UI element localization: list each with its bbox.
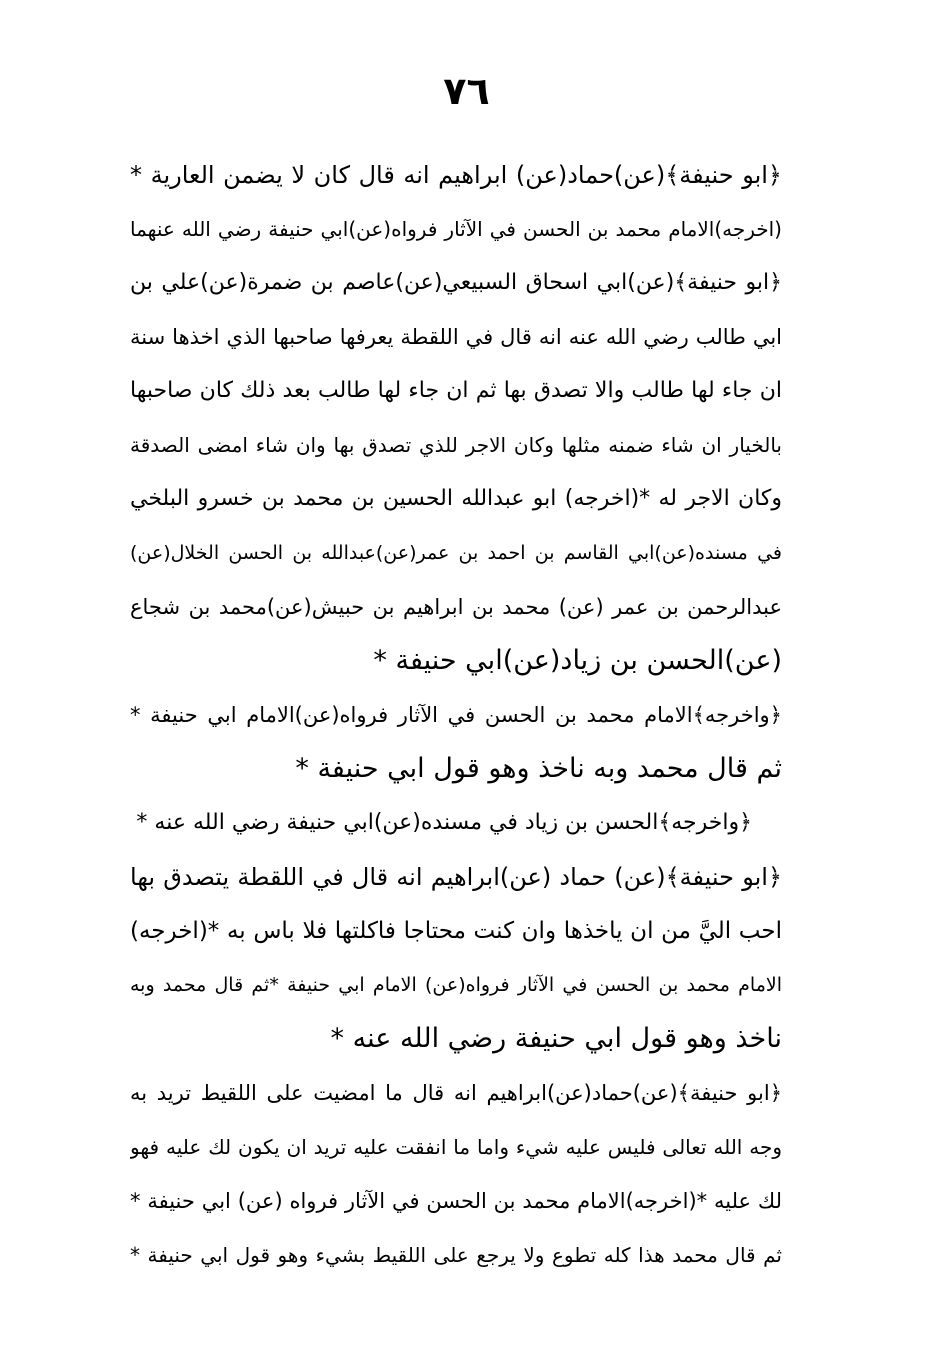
text-line: ثم قال محمد وبه ناخذ وهو قول ابي حنيفة *	[295, 753, 782, 784]
page-number: ٧٦	[443, 69, 490, 113]
text-line: وجه الله تعالى فليس عليه شيء واما ما انفقت عليه تريد ان يكون لك عليه فهو	[130, 1135, 782, 1159]
text-line: ناخذ وهو قول ابي حنيفة رضي الله عنه *	[330, 1023, 782, 1054]
text-line: ﴿ابو حنيفة﴾(عن)ابي اسحاق السبيعي(عن)عاصم بن ضمرة(عن)علي بن	[130, 270, 782, 295]
text-line: بالخيار ان شاء ضمنه مثلها وكان الاجر للذي تصدق بها وان شاء امضى الصدقة	[130, 433, 782, 457]
text-line: الامام محمد بن الحسن في الآثار فرواه(عن) الامام ابي حنيفة *ثم قال محمد وبه	[130, 974, 782, 996]
text-line: وكان الاجر له *(اخرجه) ابو عبدالله الحسين بن محمد بن خسرو البلخي	[130, 486, 782, 511]
body-text	[130, 148, 782, 1282]
text-line: ﴿واخرجه﴾الحسن بن زياد في مسنده(عن)ابي حنيفة رضي الله عنه *	[136, 810, 752, 835]
text-line: ابي طالب رضي الله عنه انه قال في اللقطة يعرفها صاحبها الذي اخذها سنة	[130, 325, 782, 349]
text-line: ان جاء لها طالب والا تصدق بها ثم ان جاء لها طالب بعد ذلك كان صاحبها	[130, 378, 782, 403]
text-line: ﴿ابو حنيفة﴾(عن)حماد(عن)ابراهيم انه قال ما امضيت على اللقيط تريد به	[130, 1081, 782, 1105]
text-line: ﴿ابو حنيفة﴾(عن)حماد(عن) ابراهيم انه قال كان لا يضمن العارية *	[130, 161, 782, 189]
text-line: عبدالرحمن بن عمر (عن) محمد بن ابراهيم بن حبيش(عن)محمد بن شجاع	[130, 595, 782, 619]
text-line: (اخرجه)الامام محمد بن الحسن في الآثار فرواه(عن)ابي حنيفة رضي الله عنهما	[130, 217, 782, 241]
text-line: في مسنده(عن)ابي القاسم بن احمد بن عمر(عن)عبدالله بن الحسن الخلال(عن)	[130, 542, 782, 564]
text-line: ثم قال محمد هذا كله تطوع ولا يرجع على اللقيط بشيء وهو قول ابي حنيفة *	[130, 1243, 782, 1267]
text-line: (عن)الحسن بن زياد(عن)ابي حنيفة *	[373, 645, 782, 676]
text-line: احب اليَّ من ان ياخذها وان كنت محتاجا فاكلتها فلا باس به *(اخرجه)	[130, 918, 782, 944]
text-line: لك عليه *(اخرجه)الامام محمد بن الحسن في الآثار فرواه (عن) ابي حنيفة *	[130, 1189, 782, 1213]
text-line: ﴿ابو حنيفة﴾(عن) حماد (عن)ابراهيم انه قال في اللقطة يتصدق بها	[130, 863, 782, 891]
text-line: ﴿واخرجه﴾الامام محمد بن الحسن في الآثار فرواه(عن)الامام ابي حنيفة *	[130, 703, 782, 727]
